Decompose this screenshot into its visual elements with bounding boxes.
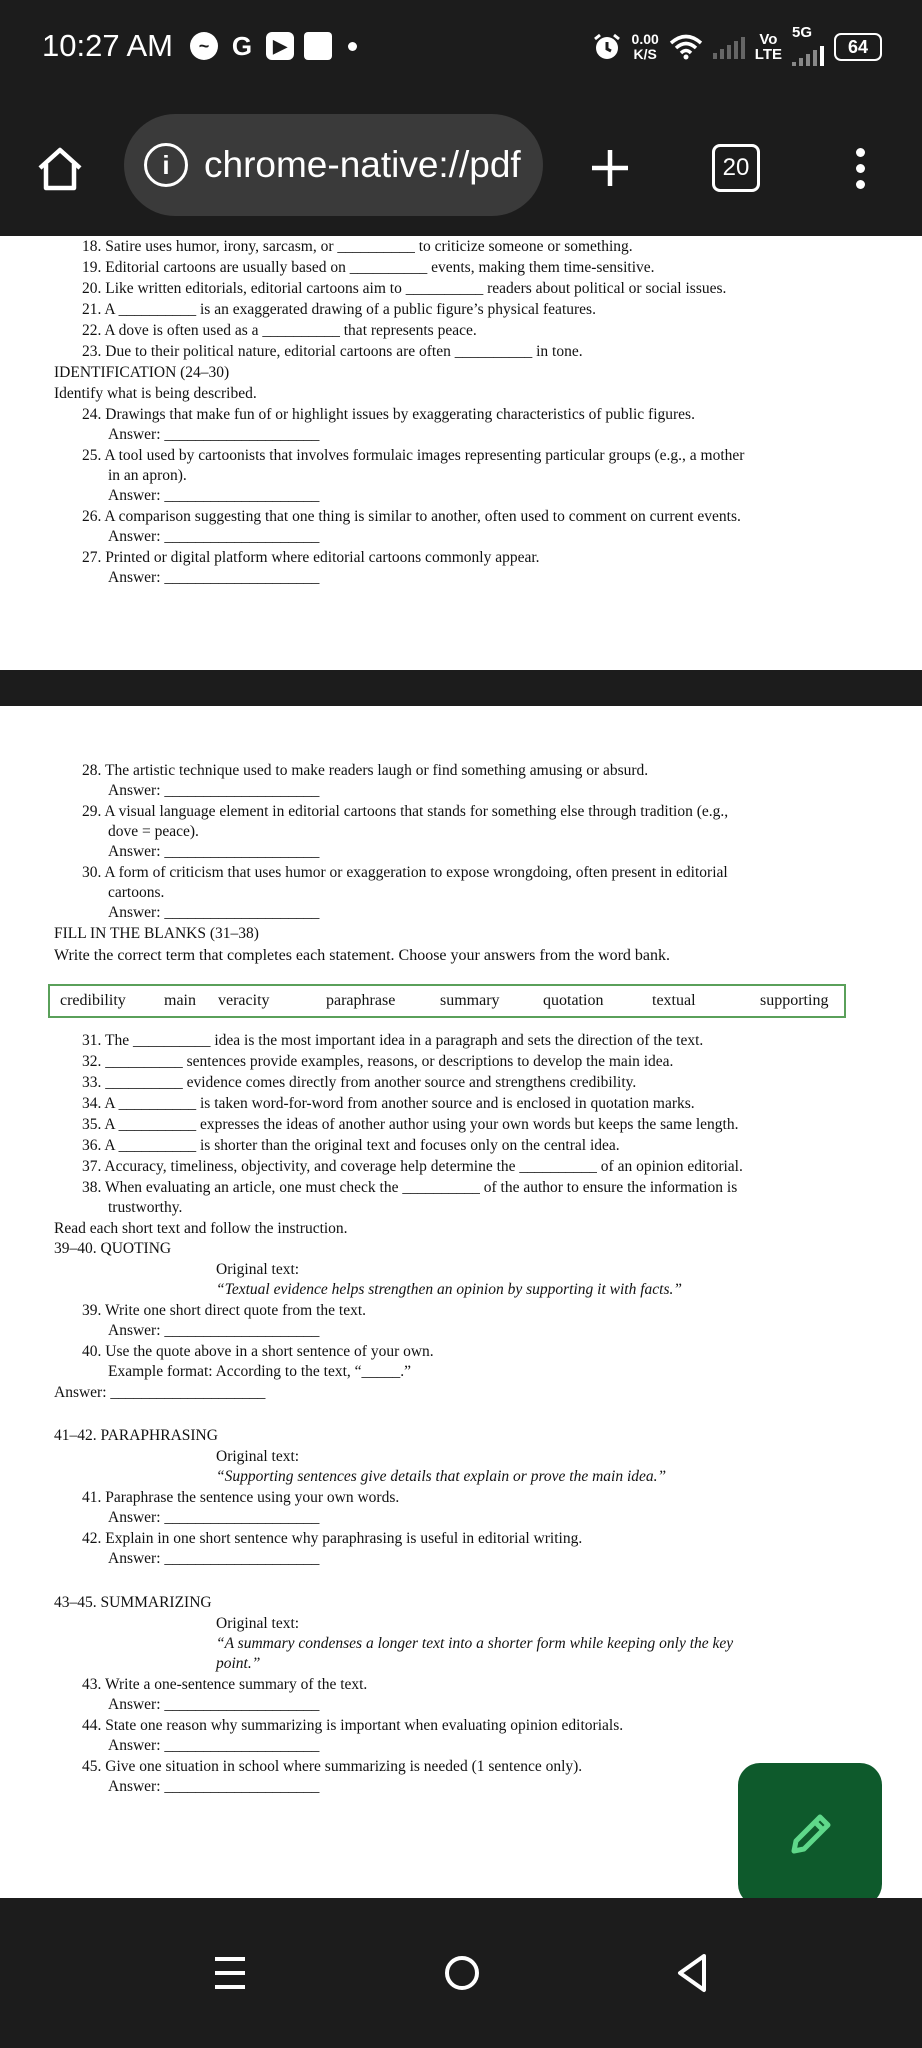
home-button[interactable] [30,138,90,198]
word-bank-item: main [164,992,196,1009]
question-33: 33. __________ evidence comes directly from another source and strengthens credibility. [82,1074,637,1091]
question-20: 20. Like written editorials, editorial cartoons aim to __________ readers about political or social issues. [82,280,727,297]
clock: 10:27 AM [42,28,173,63]
alarm-icon [592,32,622,62]
section-heading: 43–45. SUMMARIZING [54,1594,212,1611]
messenger-icon: ~ [190,32,218,60]
answer-line: Answer: ____________________ [108,487,320,504]
square-icon [304,32,332,60]
question-25: 25. A tool used by cartoonists that involves formulaic images representing particular groups (e.g., a mother [82,447,745,464]
tab-switcher-button[interactable] [706,140,766,196]
question-30-cont: cartoons. [108,884,165,901]
back-button[interactable] [662,1938,722,2008]
home-nav-button[interactable] [430,1938,494,2008]
section-heading: IDENTIFICATION (24–30) [54,364,230,381]
original-text-cont: point.” [216,1655,261,1672]
battery-indicator: 64 [834,33,882,61]
question-31: 31. The __________ idea is the most important idea in a paragraph and sets the direction of the text. [82,1032,704,1049]
signal-5g [792,24,824,66]
question-44: 44. State one reason why summarizing is important when evaluating opinion editorials. [82,1717,624,1734]
word-bank-item: quotation [543,992,604,1009]
play-icon: ▶ [266,32,294,60]
word-bank [48,984,846,1018]
volte-indicator: Vo LTE [754,31,782,63]
dot-icon [348,42,357,51]
question-43: 43. Write a one-sentence summary of the text. [82,1676,368,1693]
net-speed: 0.00 K/S [631,31,659,62]
answer-line: Answer: ____________________ [108,1509,320,1526]
question-29-cont: dove = peace). [108,823,199,840]
question-34: 34. A __________ is taken word-for-word from another source and is enclosed in quotation marks. [82,1095,695,1112]
original-text-label: Original text: [216,1448,300,1465]
question-18: 18. Satire uses humor, irony, sarcasm, or __________ to criticize someone or something. [82,238,633,255]
home-icon [34,142,86,194]
recents-icon [213,1953,247,1993]
question-25-cont: in an apron). [108,467,187,484]
question-21: 21. A __________ is an exaggerated drawing of a public figure’s physical features. [82,301,596,318]
answer-line: Answer: ____________________ [108,569,320,586]
question-35: 35. A __________ expresses the ideas of another author using your own words but keeps the same length. [82,1116,739,1133]
word-bank-item: veracity [218,992,270,1009]
answer-line: Answer: ____________________ [108,1696,320,1713]
answer-line: Answer: ____________________ [108,843,320,860]
question-30: 30. A form of criticism that uses humor or exaggeration to expose wrongdoing, often present in editorial [82,864,728,881]
question-45: 45. Give one situation in school where summarizing is needed (1 sentence only). [82,1758,583,1775]
question-41: 41. Paraphrase the sentence using your own words. [82,1489,400,1506]
section-instruction: Identify what is being described. [54,385,257,402]
pdf-page-1 [0,236,922,670]
wifi-icon [669,33,703,61]
original-text: “A summary condenses a longer text into a shorter form while keeping only the key [216,1635,734,1652]
example-format: Example format: According to the text, “_____.” [108,1363,412,1380]
word-bank-item: supporting [760,992,829,1009]
back-icon [674,1952,710,1994]
recents-button[interactable] [200,1938,260,2008]
question-29: 29. A visual language element in editorial cartoons that stands for something else through tradition (e.g., [82,803,729,820]
plus-icon [588,146,632,190]
answer-line: Answer: ____________________ [108,782,320,799]
new-tab-button[interactable] [580,138,640,198]
question-27: 27. Printed or digital platform where editorial cartoons commonly appear. [82,549,540,566]
section-heading: FILL IN THE BLANKS (31–38) [54,925,259,942]
question-39: 39. Write one short direct quote from the text. [82,1302,367,1319]
answer-line: Answer: ____________________ [108,1550,320,1567]
home-icon [442,1953,482,1993]
edit-fab-button[interactable] [738,1763,882,1906]
question-28: 28. The artistic technique used to make readers laugh or find something amusing or absurd. [82,762,649,779]
info-icon[interactable]: i [144,143,188,187]
answer-line: Answer: ____________________ [108,1322,320,1339]
answer-line: Answer: ____________________ [54,1384,266,1401]
question-32: 32. __________ sentences provide examples, reasons, or descriptions to develop the main idea. [82,1053,674,1070]
original-text: “Supporting sentences give details that explain or prove the main idea.” [216,1468,667,1485]
question-38: 38. When evaluating an article, one must check the __________ of the author to ensure the information is [82,1179,738,1196]
network-type: 5G [792,24,813,41]
question-23: 23. Due to their political nature, editorial cartoons are often __________ in tone. [82,343,583,360]
question-22: 22. A dove is often used as a __________ that represents peace. [82,322,477,339]
answer-line: Answer: ____________________ [108,1737,320,1754]
question-42: 42. Explain in one short sentence why paraphrasing is useful in editorial writing. [82,1530,583,1547]
url-text[interactable]: chrome-native://pdf [204,144,521,185]
section-instruction: Read each short text and follow the instruction. [54,1220,348,1237]
navigation-bar [0,1898,922,2048]
section-heading: 39–40. QUOTING [54,1240,172,1257]
question-19: 19. Editorial cartoons are usually based on __________ events, making them time-sensitive. [82,259,655,276]
more-vert-icon [856,148,865,189]
menu-button[interactable] [840,138,880,198]
question-40: 40. Use the quote above in a short sentence of your own. [82,1343,434,1360]
question-37: 37. Accuracy, timeliness, objectivity, and coverage help determine the __________ of an opinion editorial. [82,1158,743,1175]
question-36: 36. A __________ is shorter than the original text and focuses only on the central idea. [82,1137,620,1154]
status-bar [0,0,922,100]
word-bank-item: paraphrase [326,992,396,1009]
word-bank-item: summary [440,992,500,1009]
notification-icons [190,32,357,60]
tab-count: 20 [712,144,760,192]
answer-line: Answer: ____________________ [108,1778,320,1795]
system-icons [592,24,882,66]
signal-bars-1-icon [713,35,745,59]
original-text-label: Original text: [216,1261,300,1278]
answer-line: Answer: ____________________ [108,426,320,443]
browser-toolbar [0,100,922,235]
word-bank-item: textual [652,992,696,1009]
question-38-cont: trustworthy. [108,1199,183,1216]
original-text: “Textual evidence helps strengthen an opinion by supporting it with facts.” [216,1281,682,1298]
section-heading: 41–42. PARAPHRASING [54,1427,218,1444]
address-bar[interactable] [124,114,543,216]
signal-bars-2-icon [792,42,824,66]
answer-line: Answer: ____________________ [108,904,320,921]
answer-line: Answer: ____________________ [108,528,320,545]
question-26: 26. A comparison suggesting that one thing is similar to another, often used to comment on current events. [82,508,741,525]
google-icon: G [231,30,253,61]
pdf-page-2 [0,706,922,1898]
original-text-label: Original text: [216,1615,300,1632]
word-bank-item: credibility [60,992,126,1009]
section-instruction: Write the correct term that completes each statement. Choose your answers from the word bank. [54,947,671,964]
pencil-icon [782,1807,838,1863]
question-24: 24. Drawings that make fun of or highlight issues by exaggerating characteristics of public figures. [82,406,695,423]
